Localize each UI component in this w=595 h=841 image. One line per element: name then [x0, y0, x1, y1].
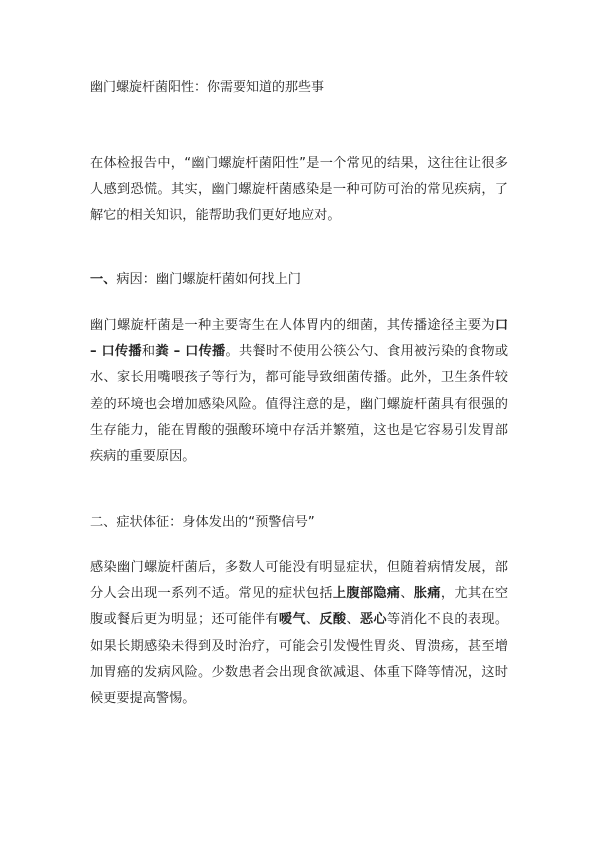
section-1-heading-text: 病因：幽门螺旋杆菌如何找上门 — [116, 272, 301, 287]
section-2-paragraph — [90, 555, 508, 712]
symptom-acid-reflux: 反酸 — [319, 612, 347, 628]
section-1-text-end: 。共餐时不使用公筷公勺、食用被污染的食物或水、家长用嘴喂孩子等行为，都可能导致细菌传播。此外，卫生条件较差的环境也会增加感染风险。值得注意的是，幽门螺旋杆菌具有很强的生存能力，能在胃酸的强酸环境中存活并繁殖，这也是它容易引发胃部疾病的重要原因。 — [90, 344, 509, 465]
document-title: 幽门螺旋杆菌阳性：你需要知道的那些事 — [90, 80, 325, 95]
intro-paragraph: 在体检报告中，“幽门螺旋杆菌阳性”是一个常见的结果，这往往让很多人感到恐慌。其实，幽门螺旋杆菌感染是一种可防可治的常见疾病，了解它的相关知识，能帮助我们更好地应对。 — [90, 156, 508, 224]
transmission-oral-oral: 口 – 口传播 — [90, 318, 508, 360]
section-1-text-start: 幽门螺旋杆菌是一种主要寄生在人体胃内的细菌，其传播途径主要为 — [90, 318, 495, 333]
section-2-text-start: 感染幽门螺旋杆菌后，多数人可能没有明显症状，但随着病情发展，部分人会出现一系列不适。常见的症状包括 — [90, 560, 508, 602]
symptom-upper-abdominal-pain: 上腹部隐痛 — [332, 586, 401, 602]
section-2-heading: 二、症状体征：身体发出的“预警信号” — [90, 515, 315, 530]
section-1-paragraph — [90, 313, 508, 470]
section-2-sep-2: 、 — [305, 612, 320, 628]
section-2-sep-1: 、 — [400, 586, 414, 602]
section-2-sep-3: 、 — [346, 612, 360, 628]
symptom-distension-pain: 胀痛 — [413, 586, 441, 602]
section-2-text-mid: ，尤其在空腹或餐后更为明显；还可能伴有 — [90, 586, 509, 628]
symptom-nausea: 恶心 — [359, 612, 387, 628]
section-1-heading — [90, 270, 508, 290]
section-1-number: 一、 — [90, 272, 117, 287]
symptom-belching: 嗳气 — [278, 612, 306, 628]
section-1-and: 和 — [141, 344, 156, 360]
transmission-fecal-oral: 粪 – 口传播 — [155, 344, 226, 360]
section-2-text-end: 等消化不良的表现。如果长期感染未得到及时治疗，可能会引发慢性胃炎、胃溃疡，甚至增加胃癌的发病风险。少数患者会出现食欲减退、体重下降等情况，这时候更要提高警惕。 — [90, 612, 509, 707]
